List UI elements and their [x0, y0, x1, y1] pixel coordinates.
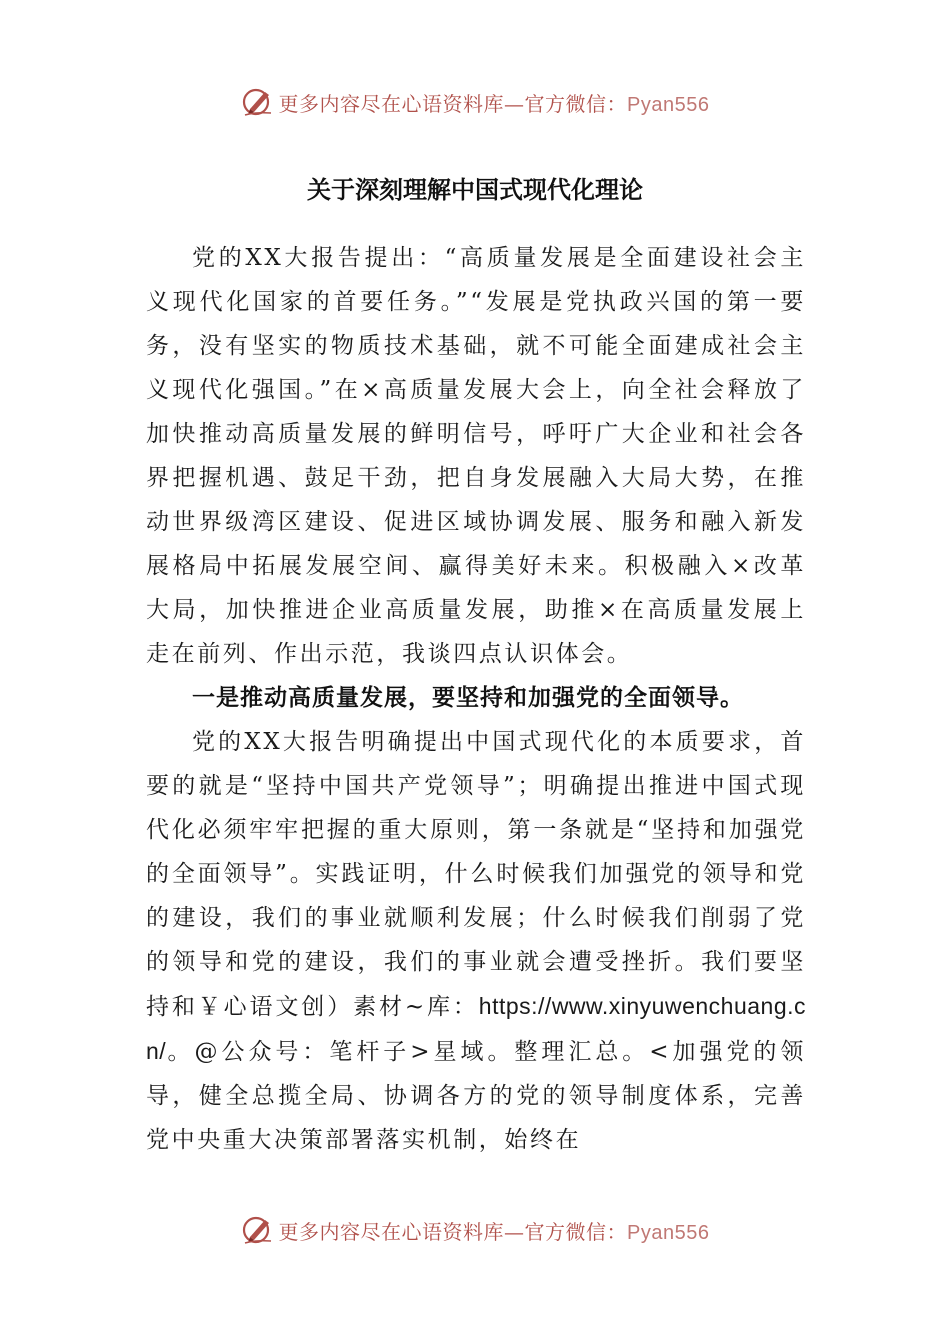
- wechat-id: Pyan556: [627, 1221, 710, 1244]
- wechat-id: Pyan556: [627, 93, 710, 116]
- section-heading-1: 一是推动高质量发展，要坚持和加强党的全面领导。: [192, 685, 744, 711]
- paragraph-intro: 党的XX大报告提出：“高质量发展是全面建设社会主义现代化国家的首要任务。”“发展是党执政兴国的第一要务，没有坚实的物质技术基础，就不可能全面建成社会主义现代化强国。”在×高质量发展大会上，向全社会释放了加快推动高质量发展的鲜明信号，呼吁广大企业和社会各界把握机遇、鼓足干劲，把自身发展融入大局大势，在推动世界级湾区建设、促进区域协调发展、服务和融入新发展格局中拓展发展空间、赢得美好未来。积极融入×改革大局，加快推进企业高质量发展，助推×在高质量发展上走在前列、作出示范，我谈四点认识体会。: [146, 245, 806, 667]
- watermark-text: 更多内容尽在心语资料库—官方微信：Pyan556: [278, 1219, 710, 1244]
- document-title: 关于深刻理解中国式现代化理论: [307, 176, 643, 204]
- watermark-banner-bottom: [0, 1210, 950, 1250]
- source-url: https://www.xinyuwenchuang.cn/: [146, 993, 806, 1064]
- watermark-text: 更多内容尽在心语资料库—官方微信：Pyan556: [278, 91, 710, 116]
- pen-logo-icon: [241, 1213, 275, 1247]
- document-body: [146, 236, 806, 1162]
- paragraph-section-1: 党的XX大报告明确提出中国式现代化的本质要求，首要的就是“坚持中国共产党领导”；明确提出推进中国式现代化必须牢牢把握的重大原则，第一条就是“坚持和加强党的全面领导”。实践证明，什么时候我们加强党的领导和党的建设，我们的事业就顺利发展；什么时候我们削弱了党的领导和党的建设，我们的事业就会遭受挫折。我们要坚持和￥心语文创）素材~库：https://www.xinyuwenchuang.cn/。@公众号：笔杆子>星域。整理汇总。<加强党的领导，健全总揽全局、协调各方的党的领导制度体系，完善党中央重大决策部署落实机制，始终在: [146, 729, 806, 1153]
- pen-logo-icon: [241, 85, 275, 119]
- watermark-banner-top: [0, 82, 950, 122]
